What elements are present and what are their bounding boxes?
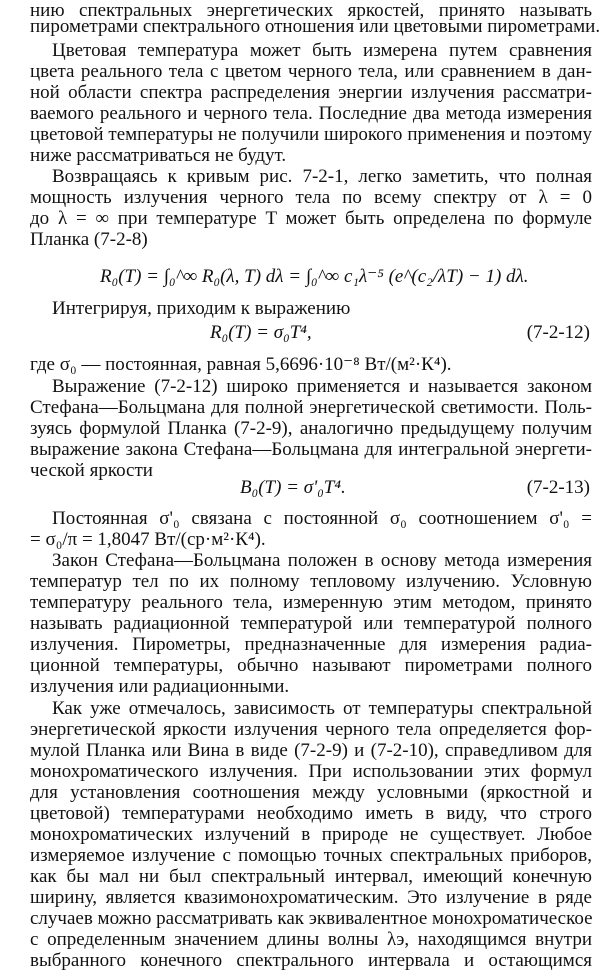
- text-line: случаев можно рассматривать как эквивалентное монохроматическое: [30, 908, 593, 929]
- text-line: Планка (7-2-8): [30, 229, 148, 250]
- text-line: монохроматических излучений в природе не существует. Любое: [30, 824, 592, 845]
- text-line: цветовой) температурами необходимо иметь в виду, что строго: [30, 803, 592, 824]
- text-line: излучения. Пирометры, предназначенные для измерения радиа-: [30, 634, 592, 655]
- text-line: нию спектральных энергетических яркостей, принято называть: [30, 0, 592, 21]
- brightness-equation: B₀(T) = σ'₀T⁴.: [240, 477, 346, 498]
- equation-number: (7-2-13): [526, 477, 590, 498]
- text-line: монохроматического излучения. При использовании этих формул: [30, 761, 592, 782]
- text-line: выбранного конечного спектрального интервала и остающимся: [30, 950, 592, 971]
- text-line: для установления соотношения между условными (яркостной и: [30, 782, 592, 803]
- text-line: зуясь формулой Планка (7-2-9), аналогично предыдущему получим: [30, 418, 592, 439]
- text-line: мощность излучения черного тела по всему спектру от λ = 0: [30, 187, 592, 208]
- text-line: ширину, является квазимонохроматическим. Это излучение в ряде: [30, 887, 592, 908]
- text-line: температур тел по их полному тепловому излучению. Условную: [30, 571, 592, 592]
- text-line: ной области спектра распределения энергии излучения рассматри-: [30, 82, 592, 103]
- text-line: излучения или радиационными.: [30, 676, 290, 697]
- text-line: называть радиационной температурой или температурой полного: [30, 613, 592, 634]
- text-line: ционной температуры, обычно называют пирометрами полного: [30, 655, 592, 676]
- text-line: до λ = ∞ при температуре T может быть определена по формуле: [30, 208, 592, 229]
- text-line: Выражение (7-2-12) широко применяется и называется законом: [52, 376, 592, 397]
- text-line: измеряемое излучение с помощью точных спектральных приборов,: [30, 845, 592, 866]
- text-line: Постоянная σ'₀ связана с постоянной σ₀ соотношением σ'₀ =: [52, 508, 592, 529]
- text-line: выражение закона Стефана—Больцмана для интегральной энергети-: [30, 439, 592, 460]
- text-line: как бы мал ни был спектральный интервал, имеющий конечную: [30, 866, 592, 887]
- text-line: Закон Стефана—Больцмана положен в основу метода измерения: [52, 550, 592, 571]
- text-line: энергетической яркости излучения черного тела определяется фор-: [30, 719, 592, 740]
- text-line: = σ₀/π = 1,8047 Вт/(ср·м²·К⁴).: [30, 529, 266, 550]
- text-line: Интегрируя, приходим к выражению: [52, 298, 351, 319]
- stefan-boltzmann-equation: R₀(T) = σ₀T⁴,: [210, 322, 312, 343]
- text-line: ваемого реального и черного тела. Последние два метода измерения: [30, 103, 592, 124]
- equation-number: (7-2-12): [526, 322, 590, 343]
- text-line: где σ₀ — постоянная, равная 5,6696·10⁻⁸ Вт/(м²·К⁴).: [30, 354, 452, 375]
- text-line: ческой яркости: [30, 460, 153, 481]
- text-line: Возвращаясь к кривым рис. 7-2-1, легко заметить, что полная: [52, 166, 592, 187]
- text-line: Как уже отмечалось, зависимость от температуры спектральной: [52, 698, 592, 719]
- planck-equation: R₀(T) = ∫₀^∞ R₀(λ, T) dλ = ∫₀^∞ c₁λ⁻⁵ (e^(c₂/λT) − 1) dλ.: [100, 266, 529, 287]
- text-line: пирометрами спектрального отношения или цветовыми пирометрами.: [30, 16, 600, 37]
- text-line: с определенным значением длины волны λэ, находящимся внутри: [30, 929, 592, 950]
- text-line: цветовой температуры не получили широкого применения и поэтому: [30, 124, 592, 145]
- text-line: цвета реального тела с цветом черного тела, или сравнением в дан-: [30, 61, 592, 82]
- text-line: температуру реального тела, измеренную этим методом, принято: [30, 592, 592, 613]
- text-line: Цветовая температура может быть измерена путем сравнения: [52, 40, 592, 61]
- text-line: ниже рассматриваться не будут.: [30, 145, 287, 166]
- text-line: мулой Планка или Вина в виде (7-2-9) и (7-2-10), справедливом для: [30, 740, 592, 761]
- text-line: Стефана—Больцмана для полной энергетической светимости. Поль-: [30, 397, 592, 418]
